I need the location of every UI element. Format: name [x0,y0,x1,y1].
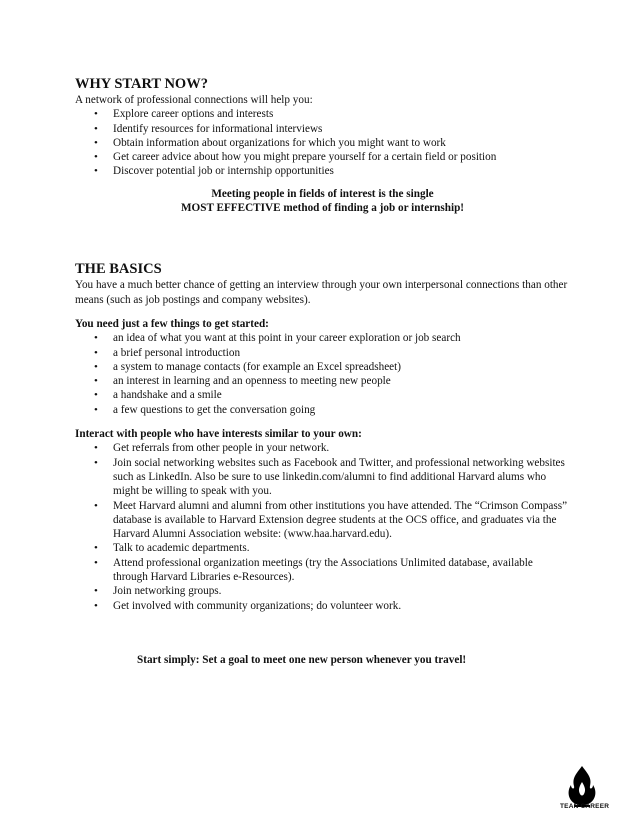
list-item: • Join networking groups. [113,584,570,598]
logo-text: TEAN CAREER [560,803,610,810]
list-item: • a system to manage contacts (for example an Excel spreadsheet) [113,360,570,374]
callout-line-2: MOST EFFECTIVE method of finding a job or internship! [180,202,465,215]
need-list [75,331,570,417]
need-heading: You need just a few things to get started: [75,317,269,330]
final-tip: Start simply: Set a goal to meet one new person whenever you travel! [137,653,467,666]
document-page [75,76,570,667]
callout-line-1: Meeting people in fields of interest is the single [211,187,434,200]
list-item: • Join social networking websites such as Facebook and Twitter, and professional networking websites such as LinkedIn. Also be sure to use linkedin.com/alumni to find additional Harvard alums who might be willing to speak with you. [113,456,570,499]
list-item: • Attend professional organization meetings (try the Associations Unlimited database, available through Harvard Libraries e-Resources). [113,556,570,585]
list-item: • Get career advice about how you might prepare yourself for a certain field or position [113,150,570,164]
interact-list [75,441,570,613]
interact-heading: Interact with people who have interests similar to your own: [75,428,362,441]
basics-intro: You have a much better chance of getting an interview through your own interpersonal connections than other means (such as job postings and company websites). [75,279,568,306]
list-item: • Get involved with community organizations; do volunteer work. [113,599,570,613]
list-item: • a few questions to get the conversation going [113,403,570,417]
list-item: • Discover potential job or internship opportunities [113,164,570,178]
list-item: • a brief personal introduction [113,346,570,360]
list-item: • an idea of what you want at this point in your career exploration or job search [113,331,570,345]
list-item: • Explore career options and interests [113,107,570,121]
section-title-basics: THE BASICS [75,261,162,278]
section-title-why: WHY START NOW? [75,76,208,92]
callout [75,187,570,216]
why-intro: A network of professional connections will help you: [75,94,313,106]
list-item: • Obtain information about organizations for which you might want to work [113,136,570,150]
list-item: • Meet Harvard alumni and alumni from other institutions you have attended. The “Crimson Compass” database is available to Harvard Extension degree students at the OCS office, and graduates via the Harvard Alumni Association website: (www.haa.harvard.edu). [113,499,570,542]
list-item: • Identify resources for informational interviews [113,122,570,136]
list-item: • Talk to academic departments. [113,541,570,555]
why-list [75,107,570,178]
list-item: • Get referrals from other people in your network. [113,441,570,455]
list-item: • a handshake and a smile [113,388,570,402]
list-item: • an interest in learning and an openness to meeting new people [113,374,570,388]
